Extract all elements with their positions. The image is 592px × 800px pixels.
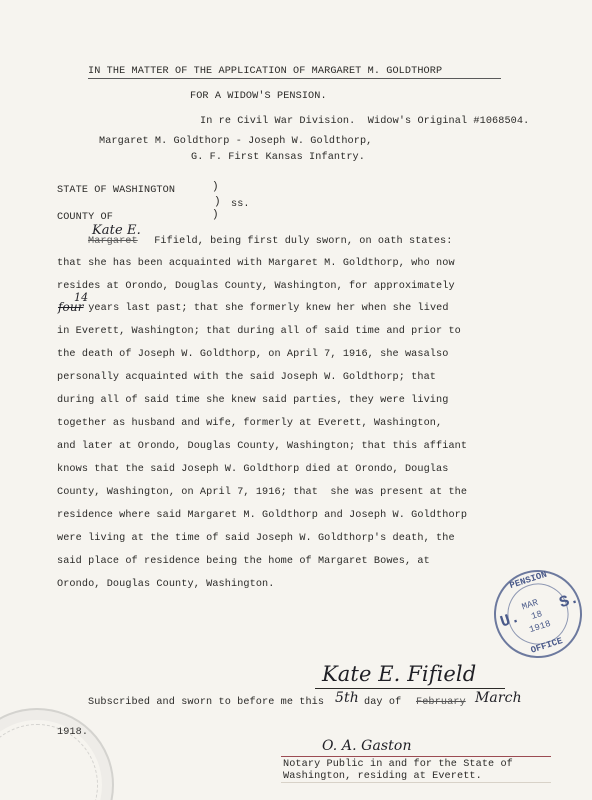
affidavit-line-7: personally acquainted with the said Joseph W. Goldthorp; that [57,372,437,383]
affidavit-line-2: that she has been acquainted with Margaret M. Goldthorp, who now [57,258,455,269]
stamp-left-text: U. [498,608,523,632]
notary-box-rule [281,782,551,783]
affidavit-line-4: years last past; that she formerly knew her when she lived [82,303,449,314]
affidavit-line-14: were living at the time of said Joseph W. Goldthorp's death, the [57,533,455,544]
notary-signature-rule [281,756,551,757]
years-handwritten: 14 [74,291,89,304]
stamp-year: 1918 [528,618,553,636]
jurat-month: March [475,690,522,706]
jurat-text: Subscribed and sworn to before me this [88,697,325,708]
case-reference: In re Civil War Division. Widow's Original #1068504. [200,116,530,127]
affiant-signature-line [315,688,505,689]
years-struck: four [58,300,84,314]
pension-office-stamp [480,556,592,672]
affidavit-line-1: Fifield, being first duly sworn, on oath states: [148,236,453,247]
stamp-top-text: PENSION [508,569,549,592]
jurat-year: 1918. [57,727,89,738]
affidavit-line-10: and later at Orondo, Douglas County, Washington; that this affiant [57,441,468,452]
title-underline [88,78,501,79]
stamp-bottom-text: OFFICE [529,635,565,656]
parties-line: Margaret M. Goldthorp - Joseph W. Goldthorp, [99,136,373,147]
jurat-day: 5th [335,690,359,706]
notary-title: Notary Public in and for the State of [283,759,513,770]
venue-state: STATE OF WASHINGTON [57,185,176,196]
jurat-month-struck: February [416,697,466,708]
venue-county: COUNTY OF [57,212,113,223]
affidavit-line-3: resides at Orondo, Douglas County, Washington, for approximately [57,281,455,292]
document-subtitle: FOR A WIDOW'S PENSION. [190,91,327,102]
venue-ss: ss. [231,199,250,210]
notary-seal-ring [0,724,98,800]
document-title: IN THE MATTER OF THE APPLICATION OF MARGARET M. GOLDTHORP [88,66,443,77]
jurat-day-of: day of [364,697,402,708]
notary-seal [0,708,114,800]
notary-residence: Washington, residing at Everett. [283,771,482,782]
affidavit-line-12: County, Washington, on April 7, 1916; that she was present at the [57,487,468,498]
affidavit-line-15: said place of residence being the home of Margaret Bowes, at [57,556,430,567]
affidavit-line-6: the death of Joseph W. Goldthorp, on April 7, 1916, she wasalso [57,349,449,360]
company-line: G. F. First Kansas Infantry. [191,152,365,163]
stamp-day: 18 [530,608,544,622]
affiant-name-struck: Margaret [88,236,138,247]
affidavit-line-8: during all of said time she knew said parties, they were living [57,395,449,406]
stamp-month: MAR [520,597,540,613]
venue-brace-bottom: ) [212,209,219,221]
affidavit-line-11: knows that the said Joseph W. Goldthorp died at Orondo, Douglas [57,464,449,475]
affidavit-line-16: Orondo, Douglas County, Washington. [57,579,275,590]
affidavit-line-13: residence where said Margaret M. Goldthorp and Joseph W. Goldthorp [57,510,468,521]
venue-brace-mid: ) [214,196,221,208]
venue-brace-top: ) [212,181,219,193]
notary-signature: O. A. Gaston [322,738,412,754]
affiant-name-handwritten: Kate E. [92,223,141,238]
affidavit-line-9: together as husband and wife, formerly at Everett, Washington, [57,418,443,429]
affidavit-line-5: in Everett, Washington; that during all of said time and prior to [57,326,461,337]
affiant-signature: Kate E. Fifield [322,662,477,686]
stamp-right-text: S. [557,589,582,613]
